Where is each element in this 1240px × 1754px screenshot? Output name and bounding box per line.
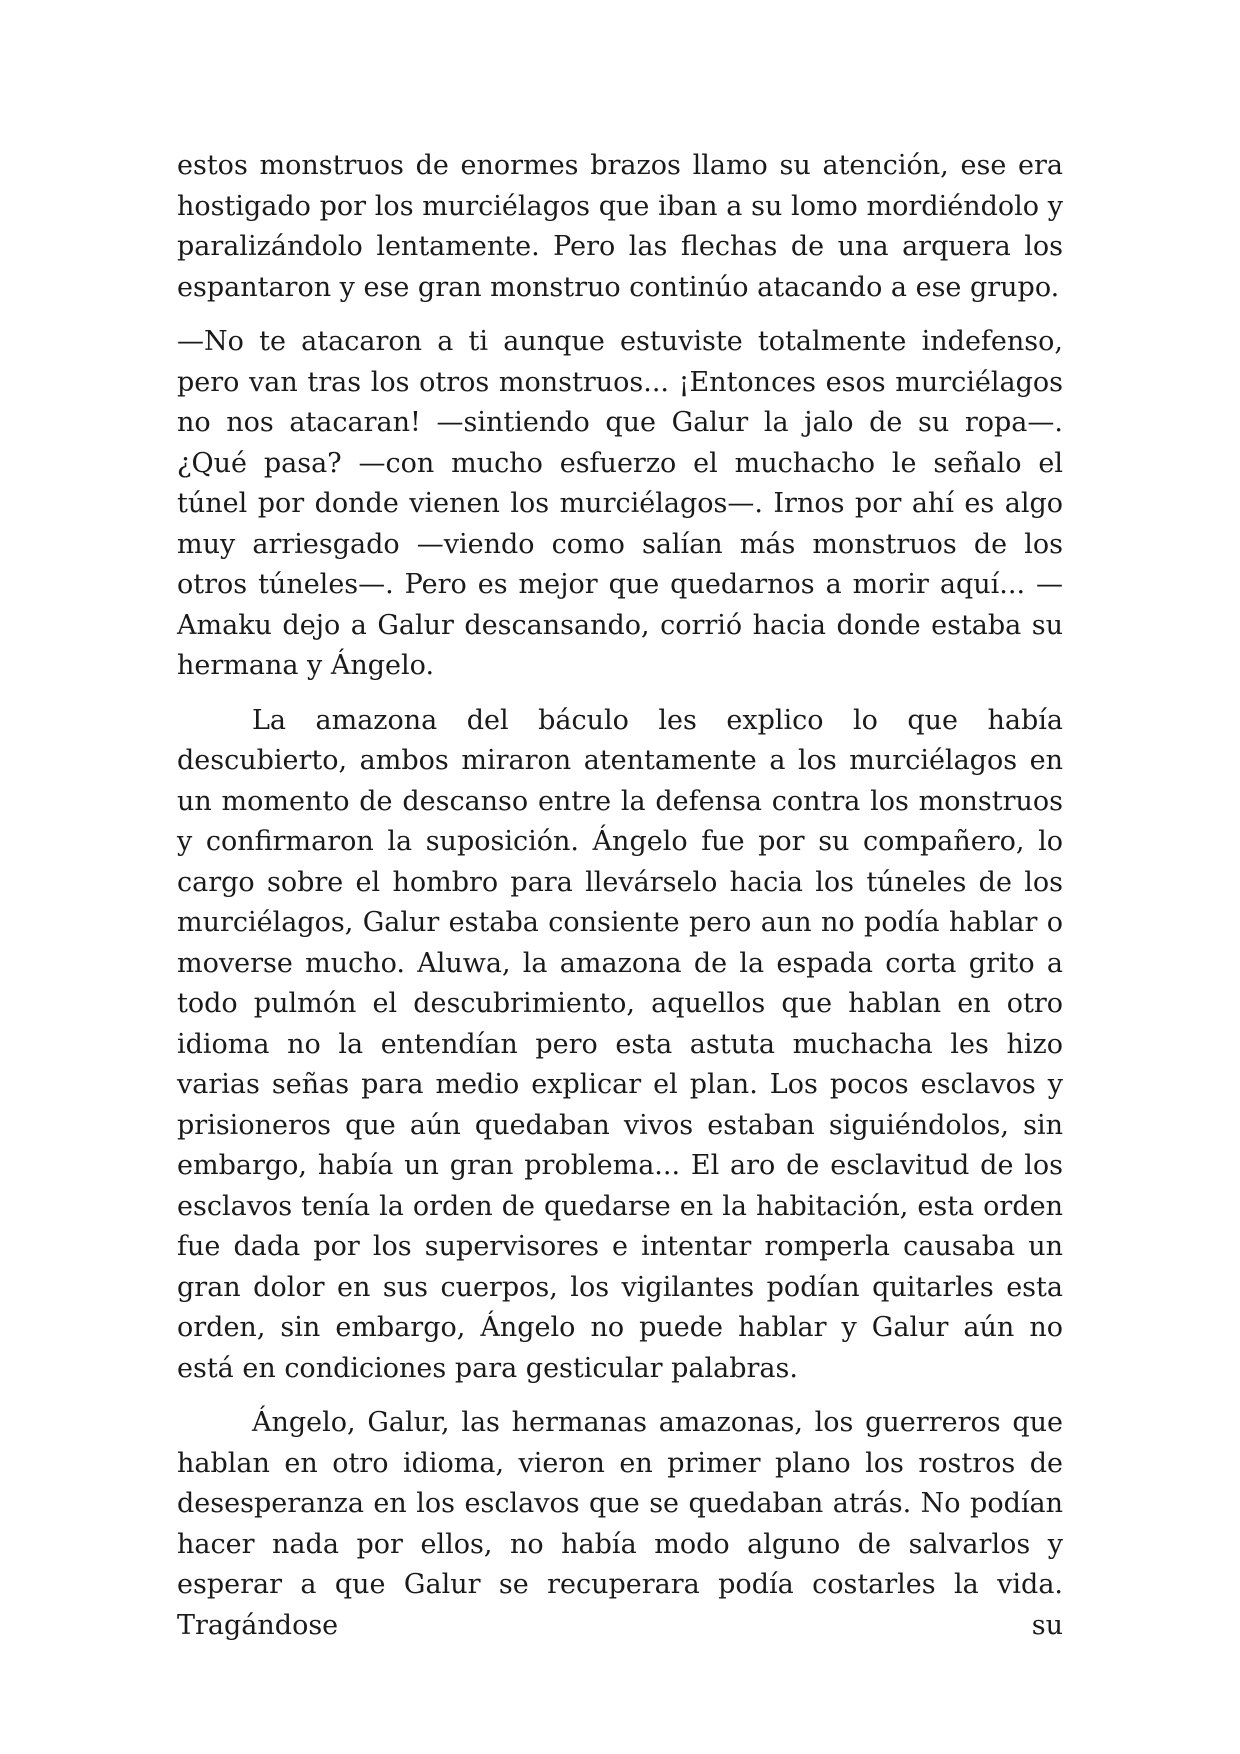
paragraph-3: La amazona del báculo les explico lo que había descubierto, ambos miraron atentamente a los murciélagos en un momento de descanso entre la defensa contra los monstruos y confirmaron la suposición. Ángelo fue por su compañero, lo cargo sobre el hombro para llevárselo hacia los túneles de los murciélagos, Galur estaba consiente pero aun no podía hablar o moverse mucho. Aluwa, la amazona de la espada corta grito a todo pulmón el descubrimiento, aquellos que hablan en otro idioma no la entendían pero esta astuta muchacha les hizo varias señas para medio explicar el plan. Los pocos esclavos y prisioneros que aún quedaban vivos estaban siguiéndolos, sin embargo, había un gran problema... El aro de esclavitud de los esclavos tenía la orden de quedarse en la habitación, esta orden fue dada por los supervisores e intentar romperla causaba un gran dolor en sus cuerpos, los vigilantes podían quitarles esta orden, sin embargo, Ángelo no puede hablar y Galur aún no está en condiciones para gesticular palabras.	[177, 704, 1063, 1384]
paragraph-4: Ángelo, Galur, las hermanas amazonas, los guerreros que hablan en otro idioma, vieron en primer plano los rostros de desesperanza en los esclavos que se quedaban atrás. No podían hacer nada por ellos, no había modo alguno de salvarlos y esperar a que Galur se recuperara podía costarles la vida. Tragándose su	[177, 1407, 1063, 1641]
document-page	[177, 146, 1063, 1646]
paragraph-2: —No te atacaron a ti aunque estuviste totalmente indefenso, pero van tras los otros monstruos... ¡Entonces esos murciélagos no nos atacaran! —sintiendo que Galur la jalo de su ropa—. ¿Qué pasa? —con mucho esfuerzo el muchacho le señalo el túnel por donde vienen los murciélagos—. Irnos por ahí es algo muy arriesgado —viendo como salían más monstruos de los otros túneles—. Pero es mejor que quedarnos a morir aquí... —Amaku dejo a Galur descansando, corrió hacia donde estaba su hermana y Ángelo.	[177, 326, 1063, 681]
paragraph-1: estos monstruos de enormes brazos llamo su atención, ese era hostigado por los murciélagos que iban a su lomo mordiéndolo y paralizándolo lentamente. Pero las flechas de una arquera los espantaron y ese gran monstruo continúo atacando a ese grupo.	[177, 150, 1063, 303]
